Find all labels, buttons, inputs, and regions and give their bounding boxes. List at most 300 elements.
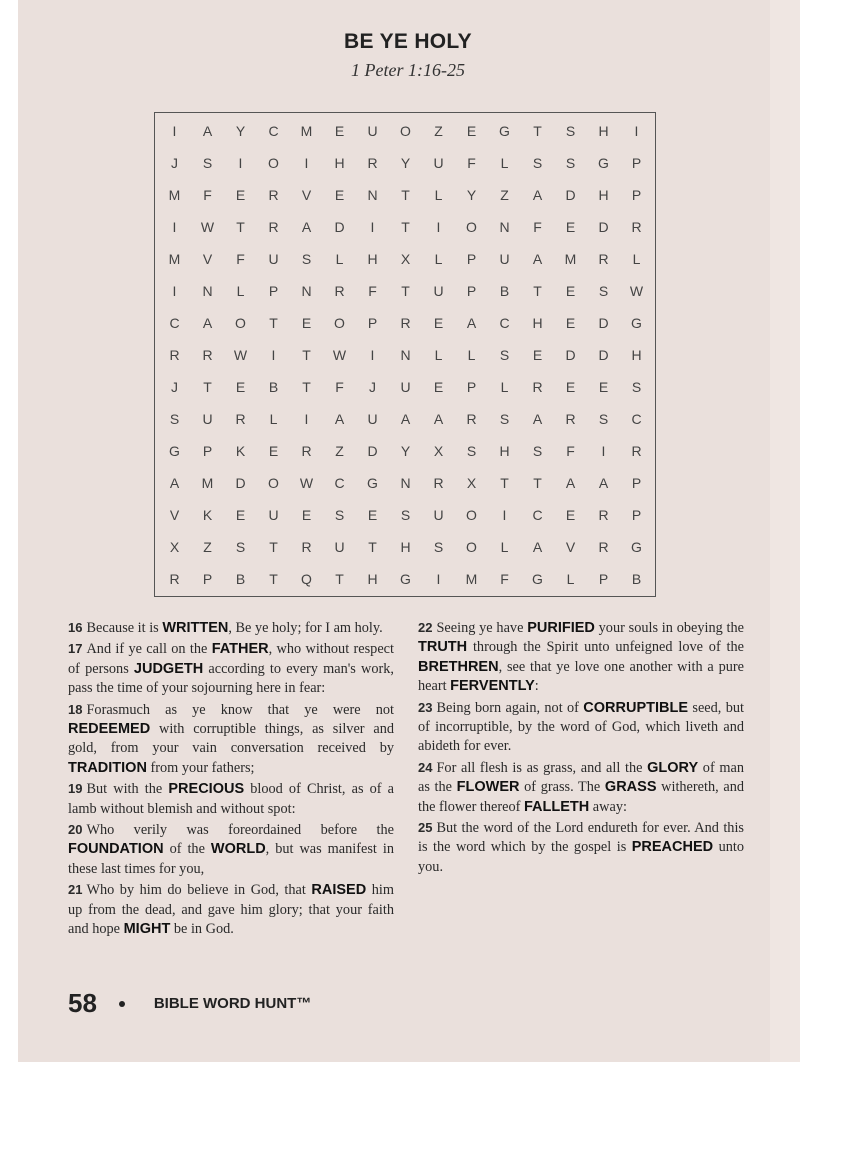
grid-letter: W [629,283,644,299]
grid-letter: K [202,507,213,523]
keyword: WORLD [210,841,266,858]
grid-letter: W [332,347,347,363]
grid-letter: F [236,251,245,267]
grid-letter: C [631,411,642,427]
grid-letter: D [598,315,609,331]
grid-letter: E [235,379,246,395]
grid-letter: D [565,347,576,363]
grid-letter: E [598,379,609,395]
verse [68,618,394,638]
grid-letter: T [401,187,410,203]
grid-letter: R [532,379,543,395]
grid-letter: I [502,507,507,523]
grid-letter: U [367,411,378,427]
grid-letter: V [301,187,312,203]
grid-letter: S [532,155,543,171]
grid-letter: L [566,571,575,587]
grid-letter: S [565,123,576,139]
verse-text-segment: Because it is [86,620,163,636]
verse-text-segment: of man as the [418,759,744,796]
grid-row [155,243,655,275]
grid-letter: A [532,251,543,267]
grid-letter: I [172,123,177,139]
keyword: RAISED [311,882,367,899]
grid-letter: Y [400,155,411,171]
keyword: TRUTH [418,639,468,656]
grid-letter: P [466,283,477,299]
grid-letter: P [466,251,477,267]
grid-letter: R [598,539,609,555]
verse-text-segment: Being born again, not of [436,699,584,716]
grid-letter: I [304,155,309,171]
grid-letter: F [203,187,212,203]
verse [418,618,744,697]
grid-letter: G [499,123,510,139]
grid-letter: Y [400,443,411,459]
grid-letter: R [598,507,609,523]
grid-letter: P [631,507,642,523]
verse-text-segment: But with the [86,781,169,798]
grid-row [155,531,655,563]
grid-letter: T [500,475,509,491]
grid-letter: T [368,539,377,555]
grid-letter: B [631,571,642,587]
grid-letter: E [433,315,444,331]
grid-letter: M [168,187,181,203]
grid-letter: U [433,283,444,299]
grid-letter: G [631,315,642,331]
grid-letter: G [169,443,180,459]
grid-letter: L [269,411,278,427]
grid-letter: X [466,475,477,491]
book-title: BIBLE WORD HUNT™ [153,995,312,1012]
grid-letter: U [268,507,279,523]
grid-letter: F [500,571,509,587]
grid-letter: I [172,283,177,299]
grid-letter: A [169,475,180,491]
grid-letter: S [499,347,510,363]
keyword: JUDGETH [133,660,204,677]
grid-letter: Y [466,187,477,203]
verse-text-segment: your souls in obeying the [594,620,745,636]
keyword: BRETHREN [418,658,499,675]
grid-letter: R [301,443,312,459]
verse-text-segment: away: [589,798,627,815]
verse-text-segment: , Be ye holy; for I am holy. [228,620,383,636]
grid-row [155,179,655,211]
keyword: FERVENTLY [450,678,535,695]
grid-letter: L [632,251,641,267]
grid-letter: S [565,155,576,171]
verse-number: 16 [68,620,83,635]
grid-row [155,147,655,179]
grid-letter: J [171,379,178,395]
grid-letter: D [565,187,576,203]
grid-letter: E [565,379,576,395]
verse-text-segment: through the Spirit unto unfeigned love of the [467,639,744,656]
grid-letter: T [302,347,311,363]
grid-row [155,403,655,435]
grid-letter: G [400,571,411,587]
puzzle-title: BE YE HOLY [344,30,472,53]
grid-letter: N [202,283,213,299]
verse-text-segment: But the word of the Lord endureth for ever. And this is the word which by the gospel is [418,820,744,856]
grid-letter: N [301,283,312,299]
grid-letter: I [304,411,309,427]
verse-text-segment: Who by him do believe in God, that [86,882,312,899]
grid-letter: F [533,219,542,235]
verse-number: 21 [68,882,83,898]
grid-letter: Y [235,123,246,139]
verse-number: 17 [68,641,83,657]
grid-letter: I [238,155,243,171]
grid-letter: N [400,347,411,363]
grid-letter: T [203,379,212,395]
grid-letter: D [367,443,378,459]
grid-letter: W [299,475,314,491]
grid-letter: M [564,251,577,267]
grid-letter: A [334,411,345,427]
grid-letter: L [467,347,476,363]
grid-letter: S [499,411,510,427]
verse-number: 18 [68,701,83,717]
grid-letter: N [367,187,378,203]
verse-text-segment: according to every man's work, pass the time of your sojourning here in fear: [68,660,394,697]
grid-letter: O [466,507,477,523]
grid-letter: Z [500,187,509,203]
verse-number: 25 [418,820,433,836]
grid-letter: S [598,283,609,299]
verse-text-segment: from your fathers; [146,759,255,776]
grid-letter: M [300,123,313,139]
grid-letter: M [201,475,214,491]
grid-letter: M [465,571,478,587]
grid-letter: W [233,347,248,363]
grid-letter: T [302,379,311,395]
grid-letter: R [598,251,609,267]
grid-letter: R [268,219,279,235]
grid-letter: A [433,411,444,427]
grid-letter: T [269,539,278,555]
grid-letter: O [235,315,246,331]
verse-number: 24 [418,759,433,775]
grid-letter: P [466,379,477,395]
grid-letter: H [598,187,609,203]
verse-text-segment: with corruptible things, as silver and gold, from your vain conversation received by [68,721,394,757]
verse-text-segment: him up from the dead, and gave him glory; that your faith and hope [68,882,394,938]
grid-letter: S [400,507,411,523]
grid-letter: A [301,219,312,235]
verse [68,880,394,939]
grid-letter: E [301,315,312,331]
grid-letter: H [532,315,543,331]
grid-letter: A [400,411,411,427]
grid-letter: T [269,571,278,587]
grid-letter: S [433,539,444,555]
grid-letter: R [301,539,312,555]
grid-letter: H [367,571,378,587]
grid-letter: D [235,475,246,491]
grid-letter: X [400,251,411,267]
grid-row [155,435,655,467]
verse-text-segment: Forasmuch as ye know that ye were not [86,701,394,718]
grid-letter: C [169,315,180,331]
grid-letter: T [401,283,410,299]
verse-text-segment: withereth, and the flower thereof [418,779,744,815]
grid-letter: S [631,379,642,395]
grid-letter: H [400,539,411,555]
grid-letter: T [401,219,410,235]
grid-letter: T [236,219,245,235]
grid-letter: O [268,475,279,491]
verse-text-segment: For all flesh is as grass, and all the [436,759,648,776]
grid-letter: U [202,411,213,427]
verse [68,639,394,698]
grid-letter: E [433,379,444,395]
keyword: PREACHED [631,839,714,856]
keyword: FLOWER [456,779,520,796]
grid-letter: F [566,443,575,459]
grid-row [155,275,655,307]
grid-letter: I [436,571,441,587]
grid-letter: L [500,155,509,171]
grid-letter: S [301,251,312,267]
grid-letter: P [598,571,609,587]
grid-letter: R [334,283,345,299]
grid-letter: V [169,507,180,523]
grid-letter: X [169,539,180,555]
grid-letter: A [466,315,477,331]
keyword: PURIFIED [527,620,595,636]
grid-letter: U [433,155,444,171]
grid-letter: L [335,251,344,267]
verse-number: 22 [418,620,433,635]
grid-letter: R [631,219,642,235]
grid-letter: O [466,539,477,555]
grid-letter: L [500,379,509,395]
verse-text-segment: blood of Christ, as of a lamb without blemish and without spot: [68,781,394,817]
grid-row [155,211,655,243]
verse-text-segment: And if ye call on the [86,641,212,658]
grid-letter: L [236,283,245,299]
grid-letter: G [598,155,609,171]
keyword: GRASS [604,779,657,796]
keyword: CORRUPTIBLE [583,699,689,716]
grid-row [155,115,655,147]
grid-letter: E [268,443,279,459]
word-search-grid [154,112,656,597]
grid-row [155,307,655,339]
keyword: FALLETH [523,798,590,815]
grid-letter: P [202,443,213,459]
grid-letter: N [499,219,510,235]
grid-letter: E [235,187,246,203]
grid-letter: A [532,411,543,427]
grid-letter: S [466,443,477,459]
grid-letter: O [466,219,477,235]
grid-letter: E [301,507,312,523]
grid-letter: V [202,251,213,267]
grid-letter: F [335,379,344,395]
grid-letter: U [367,123,378,139]
keyword: GLORY [647,759,699,776]
grid-letter: D [598,347,609,363]
verse-number: 20 [68,822,83,838]
grid-letter: M [168,251,181,267]
grid-letter: I [601,443,606,459]
verse-text-segment: Seeing ye have [436,620,528,636]
verse-text-segment: seed, but of incorruptible, by the word of God, which liveth and abideth for ever. [418,699,744,755]
grid-letter: D [598,219,609,235]
grid-letter: L [434,347,443,363]
grid-letter: R [631,443,642,459]
grid-letter: E [367,507,378,523]
verse [418,818,744,877]
grid-letter: S [169,411,180,427]
page-footer [68,988,311,1019]
grid-letter: E [466,123,477,139]
grid-letter: E [565,315,576,331]
grid-letter: A [532,539,543,555]
grid-letter: L [434,251,443,267]
grid-letter: V [565,539,576,555]
grid-letter: I [436,219,441,235]
verse-number: 23 [418,699,433,715]
grid-letter: C [499,315,510,331]
grid-letter: S [598,411,609,427]
grid-letter: T [533,475,542,491]
grid-letter: R [466,411,477,427]
grid-letter: U [499,251,510,267]
keyword: FOUNDATION [68,841,164,858]
grid-letter: R [169,347,180,363]
grid-letter: X [433,443,444,459]
grid-letter: H [334,155,345,171]
grid-letter: E [565,283,576,299]
grid-letter: L [434,187,443,203]
grid-letter: R [367,155,378,171]
verse [68,820,394,879]
grid-letter: E [235,507,246,523]
grid-letter: H [367,251,378,267]
grid-letter: G [367,475,378,491]
grid-letter: A [202,315,213,331]
scripture-reference: 1 Peter 1:16-25 [351,60,465,80]
grid-letter: K [235,443,246,459]
grid-row [155,371,655,403]
grid-letter: H [499,443,510,459]
grid-letter: L [500,539,509,555]
verse-text-segment: of the [163,841,211,858]
grid-letter: F [368,283,377,299]
grid-letter: U [400,379,411,395]
grid-letter: U [268,251,279,267]
grid-letter: P [631,155,642,171]
grid-letter: G [631,539,642,555]
grid-letter: F [467,155,476,171]
grid-letter: U [433,507,444,523]
verse-number: 19 [68,781,83,797]
grid-letter: R [235,411,246,427]
grid-letter: B [235,571,246,587]
verse-text-segment: , see that ye love one another with a pure heart [418,658,744,695]
bullet-separator [119,1001,125,1007]
grid-letter: H [598,123,609,139]
grid-letter: B [268,379,279,395]
grid-letter: Z [335,443,344,459]
grid-letter: P [631,187,642,203]
grid-letter: O [334,315,345,331]
grid-letter: R [565,411,576,427]
grid-letter: S [202,155,213,171]
grid-letter: P [202,571,213,587]
grid-letter: R [268,187,279,203]
grid-letter: T [269,315,278,331]
grid-letter: B [499,283,510,299]
grid-letter: C [268,123,279,139]
verse-text-segment: , but was manifest in these last times for you, [68,841,394,877]
grid-letter: E [334,123,345,139]
grid-letter: Q [301,571,312,587]
keyword: MIGHT [123,921,171,938]
grid-letter: R [202,347,213,363]
grid-letter: D [334,219,345,235]
grid-letter: G [532,571,543,587]
verse [418,698,744,757]
verses-right-column [418,618,744,878]
verse-text-segment: of grass. The [519,779,605,796]
keyword: FATHER [211,641,269,658]
grid-row [155,563,655,595]
grid-letter: A [202,123,213,139]
verse-text-segment: Who verily was foreordained before the [86,822,394,839]
grid-letter: U [334,539,345,555]
grid-letter: A [598,475,609,491]
page-edge [770,0,800,1062]
grid-letter: I [370,219,375,235]
keyword: TRADITION [68,759,147,776]
verse [418,758,744,817]
grid-letter: W [200,219,215,235]
grid-letter: R [433,475,444,491]
grid-letter: R [400,315,411,331]
grid-letter: T [533,123,542,139]
grid-letter: S [334,507,345,523]
verse-text-segment: , who without respect of persons [68,641,394,677]
grid-row [155,467,655,499]
grid-letter: H [631,347,642,363]
grid-letter: R [169,571,180,587]
keyword: PRECIOUS [168,781,245,798]
grid-row [155,499,655,531]
grid-letter: C [532,507,543,523]
verses-left-column [68,618,394,941]
grid-letter: A [565,475,576,491]
grid-letter: J [369,379,376,395]
grid-letter: E [565,507,576,523]
grid-letter: C [334,475,345,491]
verse [68,779,394,819]
grid-letter: N [400,475,411,491]
grid-letter: I [370,347,375,363]
grid-letter: I [172,219,177,235]
grid-row [155,339,655,371]
grid-letter: Z [203,539,212,555]
grid-letter: O [400,123,411,139]
grid-letter: P [367,315,378,331]
grid-letter: E [565,219,576,235]
keyword: WRITTEN [162,620,229,636]
